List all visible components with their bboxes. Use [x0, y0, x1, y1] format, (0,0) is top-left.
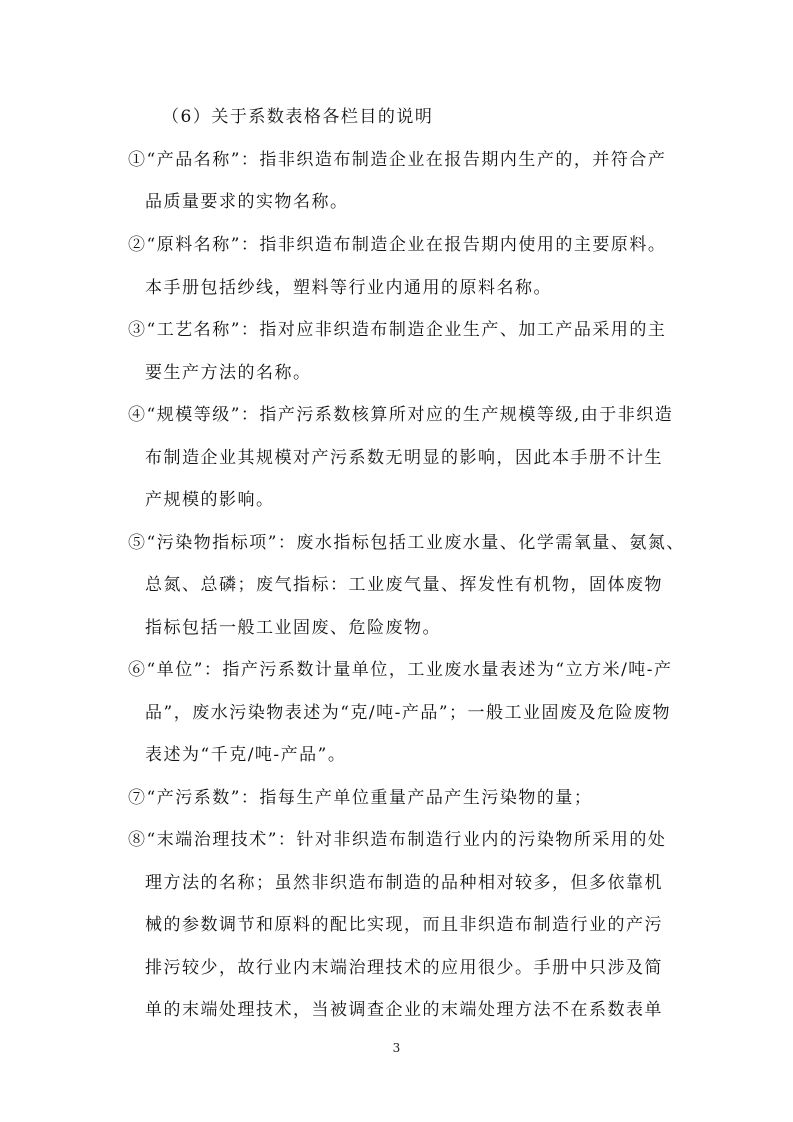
- item-2-line-1: ②“原料名称”：指非织造布制造企业在报告期内使用的主要原料。: [128, 235, 667, 255]
- item-4-line-3: 产规模的影响。: [145, 490, 275, 510]
- item-5-line-3: 指标包括一般工业固废、危险废物。: [145, 618, 441, 638]
- item-4-line-1: ④“规模等级”：指产污系数核算所对应的生产规模等级,由于非织造: [128, 405, 674, 425]
- item-1-line-1: ①“产品名称”：指非织造布制造企业在报告期内生产的，并符合产: [128, 150, 667, 170]
- item-1-line-2: 品质量要求的实物名称。: [145, 192, 349, 212]
- item-8-line-2: 理方法的名称；虽然非织造布制造的品种相对较多，但多依靠机: [145, 873, 663, 893]
- item-5-line-2: 总氮、总磷；废气指标：工业废气量、挥发性有机物，固体废物: [145, 575, 663, 595]
- item-8-line-3: 械的参数调节和原料的配比实现，而且非织造布制造行业的产污: [145, 915, 663, 935]
- item-8-line-4: 排污较少，故行业内末端治理技术的应用很少。手册中只涉及简: [145, 958, 663, 978]
- item-5-line-1: ⑤“污染物指标项”：废水指标包括工业废水量、化学需氧量、氨氮、: [128, 533, 685, 553]
- item-6-line-2: 品”，废水污染物表述为“克/吨-产品”；一般工业固废及危险废物: [145, 703, 672, 723]
- item-2-line-2: 本手册包括纱线，塑料等行业内通用的原料名称。: [145, 278, 552, 298]
- item-8-line-1: ⑧“末端治理技术”：针对非织造布制造行业内的污染物所采用的处: [128, 830, 667, 850]
- page-number: 3: [392, 1041, 401, 1055]
- item-3-line-2: 要生产方法的名称。: [145, 363, 312, 383]
- item-4-line-2: 布制造企业其规模对产污系数无明显的影响，因此本手册不计生: [145, 448, 663, 468]
- item-6-line-1: ⑥“单位”：指产污系数计量单位，工业废水量表述为“立方米/吨-产: [128, 660, 673, 680]
- item-6-line-3: 表述为“千克/吨-产品”。: [145, 745, 347, 765]
- item-7-line-1: ⑦“产污系数”：指每生产单位重量产品产生污染物的量；: [128, 788, 593, 808]
- item-3-line-1: ③“工艺名称”：指对应非织造布制造企业生产、加工产品采用的主: [128, 320, 667, 340]
- item-8-line-5: 单的末端处理技术，当被调查企业的末端处理方法不在系数表单: [145, 1000, 663, 1020]
- section-heading: （6）关于系数表格各栏目的说明: [162, 107, 434, 127]
